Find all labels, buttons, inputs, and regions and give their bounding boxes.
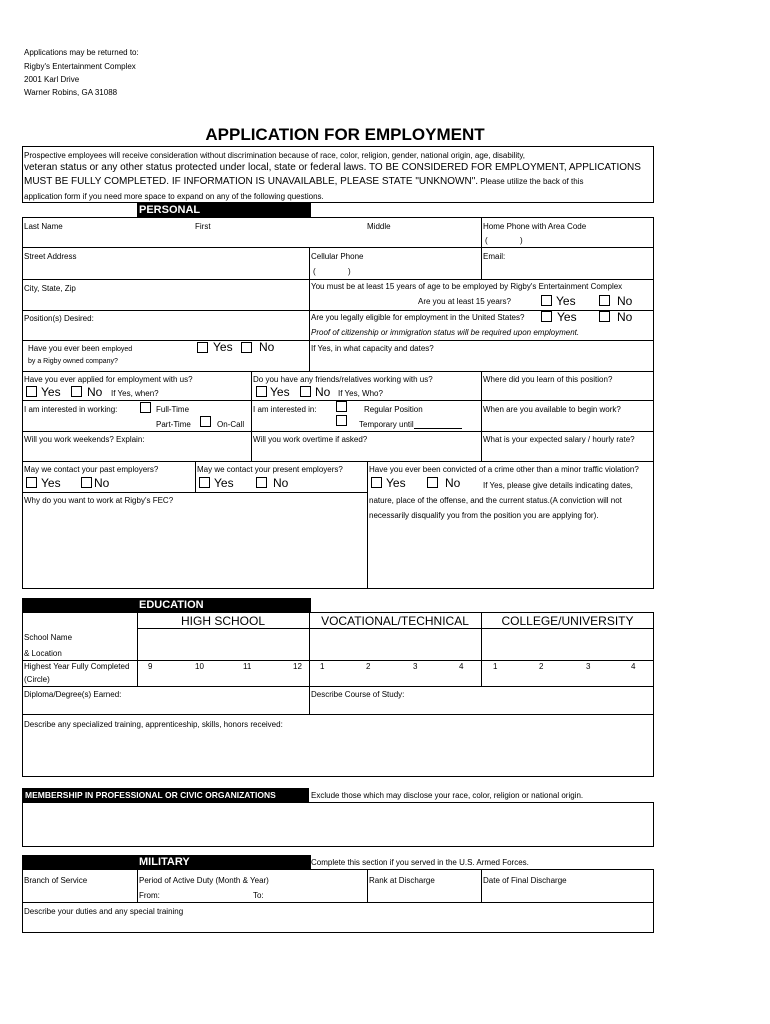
course-label: Describe Course of Study: — [311, 690, 405, 699]
available-question: When are you available to begin work? — [483, 405, 621, 414]
college-year[interactable]: 3 — [586, 662, 591, 671]
contact-past-yes-checkbox[interactable] — [26, 477, 37, 488]
middle-name-label: Middle — [367, 222, 391, 231]
positions-label: Position(s) Desired: — [24, 314, 94, 323]
employed-question-1 — [28, 344, 132, 355]
return-line-3: 2001 Karl Drive — [24, 75, 80, 84]
school-name-label: School Name — [24, 633, 73, 642]
employed-yes-checkbox[interactable] — [197, 342, 208, 353]
hs-year[interactable]: 12 — [293, 662, 302, 671]
intro-line-3 — [24, 177, 583, 187]
branch-label: Branch of Service — [24, 876, 88, 885]
convicted-details-label: If Yes, please give details indicating dates, — [483, 481, 633, 490]
age-yes-label: Yes — [556, 294, 576, 308]
from-label: From: — [139, 891, 160, 900]
intro-line-2: veteran status or any other status protected under local, state or federal laws. TO BE CONSIDERED FOR EMPLOYMENT, APPLICATIONS — [24, 162, 641, 173]
age-no-checkbox[interactable] — [599, 295, 610, 306]
part-time-label: Part-Time — [156, 420, 191, 429]
highest-year-label: Highest Year Fully Completed — [24, 662, 130, 671]
weekends-question: Will you work weekends? Explain: — [24, 435, 145, 444]
period-label: Period of Active Duty (Month & Year) — [139, 876, 269, 885]
part-time-checkbox[interactable] — [200, 416, 211, 427]
education-header: EDUCATION — [137, 598, 311, 612]
diploma-label: Diploma/Degree(s) Earned: — [24, 690, 122, 699]
first-name-label: First — [195, 222, 211, 231]
friends-yes-checkbox[interactable] — [256, 386, 267, 397]
friends-no-checkbox[interactable] — [300, 386, 311, 397]
contact-present-yes-checkbox[interactable] — [199, 477, 210, 488]
voc-year[interactable]: 1 — [320, 662, 325, 671]
college-year[interactable]: 4 — [631, 662, 636, 671]
duties-label: Describe your duties and any special training — [24, 907, 184, 916]
contact-present-yes-label: Yes — [214, 476, 234, 490]
nature-line-1: nature, place of the offense, and the current status.(A conviction will not — [369, 496, 622, 505]
intro-line-4: application form if you need more space to expand on any of the following questions. — [24, 192, 324, 201]
home-phone-label: Home Phone with Area Code — [483, 222, 587, 231]
employed-question-2: by a Rigby owned company? — [28, 358, 118, 365]
eligible-question: Are you legally eligible for employment in the United States? — [311, 313, 525, 322]
voc-year[interactable]: 2 — [366, 662, 371, 671]
applied-question: Have you ever applied for employment with us? — [24, 375, 193, 384]
location-label: & Location — [24, 649, 62, 658]
employed-question-1b: employed — [101, 346, 133, 353]
full-time-label: Full-Time — [156, 405, 190, 414]
training-label: Describe any specialized training, apprenticeship, skills, honors received: — [24, 720, 283, 729]
membership-header: MEMBERSHIP IN PROFESSIONAL OR CIVIC ORGANIZATIONS — [22, 788, 309, 802]
hs-year[interactable]: 11 — [243, 662, 252, 671]
personal-header: PERSONAL — [137, 203, 311, 217]
applied-no-label: No — [87, 385, 103, 399]
voc-year[interactable]: 4 — [459, 662, 464, 671]
discharge-date-label: Date of Final Discharge — [483, 876, 567, 885]
college-header: COLLEGE/UNIVERSITY — [501, 614, 634, 628]
street-address-label: Street Address — [24, 252, 77, 261]
regular-position-label: Regular Position — [364, 405, 423, 414]
hs-year[interactable]: 9 — [148, 662, 153, 671]
return-line-4: Warner Robins, GA 31088 — [24, 88, 118, 97]
friends-no-label: No — [315, 385, 331, 399]
rank-label: Rank at Discharge — [369, 876, 435, 885]
military-left-bar — [22, 855, 137, 869]
return-line-1: Applications may be returned to: — [24, 48, 139, 57]
military-note: Complete this section if you served in the U.S. Armed Forces. — [311, 858, 529, 867]
applied-yes-checkbox[interactable] — [26, 386, 37, 397]
capacity-label: If Yes, in what capacity and dates? — [311, 344, 434, 353]
contact-past-no-label: No — [94, 476, 110, 490]
home-phone-paren-close: ) — [520, 236, 523, 245]
convicted-question: Have you ever been convicted of a crime other than a minor traffic violation? — [369, 465, 639, 474]
cell-phone-paren-open: ( — [313, 267, 316, 276]
friends-yes-label: Yes — [270, 385, 290, 399]
hs-year[interactable]: 10 — [195, 662, 204, 671]
eligible-yes-checkbox[interactable] — [541, 311, 552, 322]
temporary-checkbox[interactable] — [336, 415, 347, 426]
college-year[interactable]: 1 — [493, 662, 498, 671]
age-note: You must be at least 15 years of age to be employed by Rigby's Entertainment Complex — [311, 282, 623, 291]
salary-question: What is your expected salary / hourly rate? — [483, 435, 635, 444]
employed-yes-label: Yes — [213, 340, 233, 354]
page-title: APPLICATION FOR EMPLOYMENT — [205, 125, 485, 144]
eligible-no-checkbox[interactable] — [599, 311, 610, 322]
intro-line-1: Prospective employees will receive consideration without discrimination because of race, color, religion, gender, national origin, age, disability, — [24, 151, 526, 160]
education-left-bar — [22, 598, 137, 612]
eligible-no-label: No — [617, 310, 633, 324]
military-header: MILITARY — [137, 855, 311, 869]
membership-note: Exclude those which may disclose your race, color, religion or national origin. — [311, 791, 584, 800]
convicted-no-label: No — [445, 476, 461, 490]
voc-year[interactable]: 3 — [413, 662, 418, 671]
applied-when-label: If Yes, when? — [111, 389, 159, 398]
learn-question: Where did you learn of this position? — [483, 375, 613, 384]
age-no-label: No — [617, 294, 633, 308]
interested-working-label: I am interested in working: — [24, 405, 118, 414]
regular-position-checkbox[interactable] — [336, 401, 347, 412]
friends-who-label: If Yes, Who? — [338, 389, 383, 398]
employed-no-checkbox[interactable] — [241, 342, 252, 353]
interested-in-label: I am interested in: — [253, 405, 317, 414]
high-school-header: HIGH SCHOOL — [180, 614, 265, 628]
circle-label: (Circle) — [24, 675, 50, 684]
why-question: Why do you want to work at Rigby's FEC? — [24, 496, 174, 505]
home-phone-paren-open: ( — [485, 236, 488, 245]
contact-present-no-label: No — [273, 476, 289, 490]
return-line-2: Rigby's Entertainment Complex — [24, 62, 136, 71]
age-yes-checkbox[interactable] — [541, 295, 552, 306]
friends-question: Do you have any friends/relatives working with us? — [253, 375, 433, 384]
on-call-label: On-Call — [217, 420, 245, 429]
contact-past-question: May we contact your past employers? — [24, 465, 159, 474]
employed-question-1a: Have you ever been — [28, 344, 100, 353]
college-year[interactable]: 2 — [539, 662, 544, 671]
intro-line-3-caps: MUST BE FULLY COMPLETED. IF INFORMATION IS UNAVAILABLE, PLEASE STATE "UNKNOWN". — [24, 176, 479, 187]
convicted-yes-checkbox[interactable] — [371, 477, 382, 488]
last-name-label: Last Name — [24, 222, 63, 231]
membership-box[interactable] — [22, 802, 654, 847]
applied-yes-label: Yes — [41, 385, 61, 399]
intro-line-3-tail: Please utilize the back of this — [478, 177, 584, 186]
contact-present-no-checkbox[interactable] — [256, 477, 267, 488]
to-label: To: — [253, 891, 264, 900]
contact-past-no-checkbox[interactable] — [81, 477, 92, 488]
employed-no-label: No — [259, 340, 275, 354]
age-question: Are you at least 15 years? — [418, 297, 511, 306]
convicted-yes-label: Yes — [386, 476, 406, 490]
convicted-no-checkbox[interactable] — [427, 477, 438, 488]
contact-past-yes-label: Yes — [41, 476, 61, 490]
nature-line-2: necessarily disqualify you from the position you are applying for). — [369, 511, 599, 520]
vocational-header: VOCATIONAL/TECHNICAL — [321, 614, 469, 628]
applied-no-checkbox[interactable] — [71, 386, 82, 397]
email-label: Email: — [483, 252, 506, 261]
overtime-question: Will you work overtime if asked? — [253, 435, 368, 444]
city-state-zip-label: City, State, Zip — [24, 284, 76, 293]
cell-phone-paren-close: ) — [348, 267, 351, 276]
temporary-label: Temporary until — [359, 420, 414, 429]
full-time-checkbox[interactable] — [140, 402, 151, 413]
cell-phone-label: Cellular Phone — [311, 252, 364, 261]
eligible-yes-label: Yes — [557, 310, 577, 324]
contact-present-question: May we contact your present employers? — [197, 465, 343, 474]
proof-note: Proof of citizenship or immigration status will be required upon employment. — [311, 328, 580, 337]
